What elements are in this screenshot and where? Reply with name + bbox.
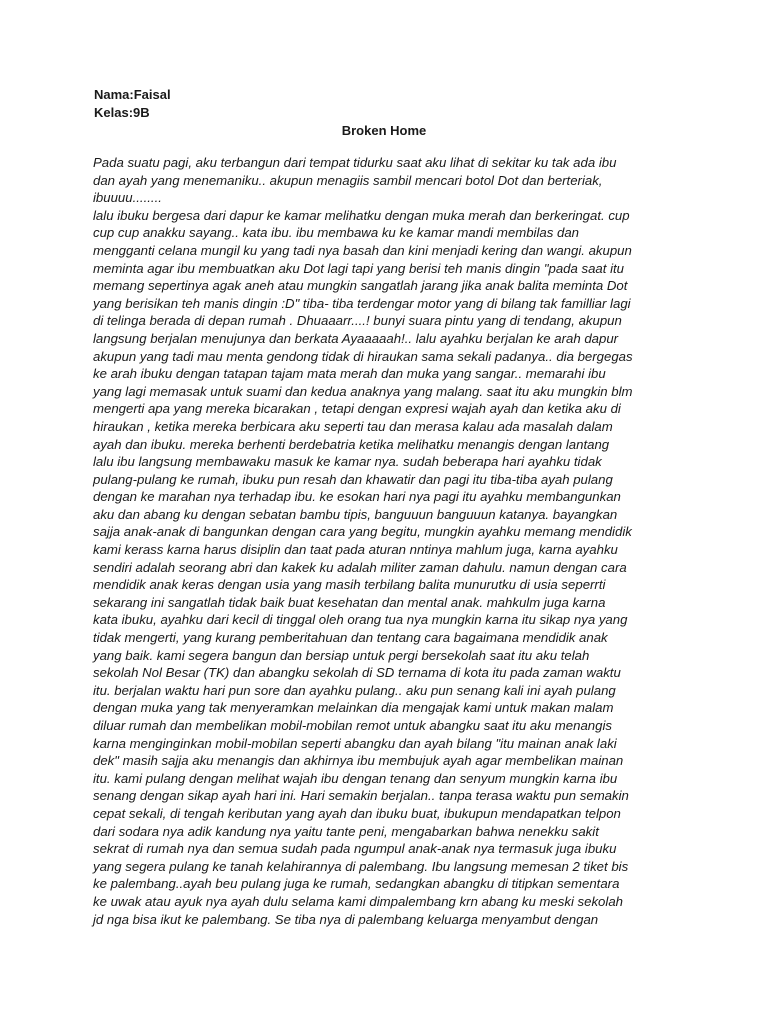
story-line: jd nga bisa ikut ke palembang. Se tiba nya di palembang keluarga menyambut dengan (93, 911, 599, 927)
story-line: sekarang ini sangatlah tidak baik buat kesehatan dan mental anak. mahkulm juga karna (93, 594, 606, 610)
story-line: sekrat di rumah nya dan semua sudah pada ngumpul anak-anak nya termasuk juga ibuku (93, 841, 617, 857)
story-line: ke uwak atau ayuk nya ayah dulu selama kami dimpalembang krn abang ku meski sekolah (93, 893, 623, 909)
story-line: Pada suatu pagi, aku terbangun dari tempat tidurku saat aku lihat di sekitar ku tak ada ibu (93, 155, 617, 170)
story-line: tidak mengerti, yang kurang pemberitahuan dan tentang cara bagaimana mendidik anak (93, 630, 608, 646)
story-line: memang sepertinya agak aneh atau mungkin sangatlah jarang jika anak balita meminta Dot (93, 278, 628, 294)
story-line: hiraukan , ketika mereka berbicara aku seperti tau dan merasa kalau ada masalah dalam (93, 418, 613, 434)
story-line: ke arah ibuku dengan tatapan tajam mata merah dan muka yang sangar.. memarahi ibu (93, 366, 606, 382)
story-line: pulang-pulang ke rumah, ibuku pun resah dan khawatir dan pagi itu tiba-tiba ayah pulang (93, 471, 613, 487)
student-header (94, 86, 171, 122)
story-line: yang baik. kami segera bangun dan bersiap untuk pergi bersekolah saat itu aku telah (93, 647, 590, 663)
story-line: dengan ke marahan nya terhadap ibu. ke esokan hari nya pagi itu ayahku membangunkan (93, 489, 621, 505)
story-line: akupun yang tadi mau menta gendong tidak di hiraukan sama sekali padanya.. dia bergegas (93, 348, 633, 364)
document-title: Broken Home (341, 123, 427, 138)
story-line: kata ibuku, ayahku dari kecil di tinggal oleh orang tua nya mungkin karna itu sikap nya yang (93, 612, 628, 628)
story-line: langsung berjalan menujunya dan berkata Ayaaaaah!.. lalu ayahku berjalan ke arah dapur (93, 330, 619, 346)
story-line: kami kerass karna harus disiplin dan taat pada aturan nntinya mahlum juga, karna ayahku (93, 542, 618, 558)
story-line: cepat sekali, di tengah keributan yang ayah dan ibuku buat, ibukupun mendapatkan telpon (93, 805, 621, 821)
story-line: di telinga berada di depan rumah . Dhuaaarr....! bunyi suara pintu yang di tendang, akupun (93, 313, 622, 329)
story-line: ibuuuu........ (93, 190, 162, 206)
story-line: dan ayah yang menemaniku.. akupun menagiis sambil mencari botol Dot dan berteriak, (93, 172, 603, 188)
student-name: Nama:Faisal (94, 87, 171, 102)
story-body (93, 154, 683, 928)
story-line: itu. kami pulang dengan melihat wajah ibu dengan tenang dan senyum mungkin karna ibu (93, 770, 618, 786)
story-line: senang dengan sikap ayah hari ini. Hari semakin berjalan.. tanpa terasa waktu pun semakin (93, 788, 629, 804)
story-line: dari sodara nya adik kandung nya yaitu tante peni, mengabarkan bahwa nenekku sakit (93, 823, 599, 839)
story-line: itu. berjalan waktu hari pun sore dan ayahku pulang.. aku pun senang kali ini ayah pulang (93, 682, 616, 698)
story-line: sekolah Nol Besar (TK) dan abangku sekolah di SD ternama di kota itu pada zaman waktu (93, 665, 621, 681)
story-line: lalu ibuku bergesa dari dapur ke kamar melihatku dengan muka merah dan berkeringat. cup (93, 207, 630, 223)
story-line: ke palembang..ayah beu pulang juga ke rumah, sedangkan abangku di titipkan sementara (93, 876, 620, 892)
story-line: diluar rumah dan membelikan mobil-mobilan remot untuk abangku saat itu aku menangis (93, 718, 612, 733)
story-line: karna menginginkan mobil-mobilan seperti abangku dan ayah bilang "itu mainan anak laki (93, 735, 617, 751)
story-line: cup cup anakku sayang.. kata ibu. ibu membawa ku ke kamar mandi membilas dan (93, 225, 579, 241)
student-class: Kelas:9B (94, 105, 150, 120)
story-line: dek" masih sajja aku menangis dan akhirnya ibu membujuk ayah agar membelikan mainan (93, 753, 624, 769)
story-line: ayah dan ibuku. mereka berhenti berdebatria ketika melihatku menangis dengan lantang (93, 436, 610, 452)
story-line: sajja anak-anak di bangunkan dengan cara yang begitu, mungkin ayahku memang mendidik (93, 524, 632, 540)
story-line: mengganti celana mungil ku yang tadi nya basah dan kini menjadi kering dan wangi. akupun (93, 242, 632, 258)
story-line: mendidik anak keras dengan usia yang masih terbilang balita munurutku di usia seperrti (93, 577, 606, 593)
story-line: dengan muka yang tak menyeramkan melainkan dia mengajak kami untuk makan malam (93, 700, 614, 716)
story-line: lalu ibu langsung membawaku masuk ke kamar nya. sudah beberapa hari ayahku tidak (93, 454, 602, 470)
story-line: yang berisikan teh manis dingin :D" tiba- tiba terdengar motor yang di bilang tak familliar lagi (93, 295, 631, 311)
story-line: yang lagi memasak untuk suami dan kedua anaknya yang malang. saat itu aku mungkin blm (93, 383, 633, 399)
story-line: mengerti apa yang mereka bicarakan , tetapi dengan expresi wajah ayah dan ketika aku di (93, 401, 621, 417)
story-line: sendiri adalah seorang abri dan kakek ku adalah militer zaman dahulu. namun dengan cara (93, 559, 627, 575)
story-line: aku dan abang ku dengan sebatan bambu tipis, banguuun banguuun katanya. bayangkan (93, 506, 618, 522)
story-line: meminta agar ibu membuatkan aku Dot lagi tapi yang berisi teh manis dingin "pada saat itu (93, 260, 625, 276)
story-line: yang segera pulang ke tanah kelahirannya di palembang. Ibu langsung memesan 2 tiket bis (93, 858, 629, 874)
